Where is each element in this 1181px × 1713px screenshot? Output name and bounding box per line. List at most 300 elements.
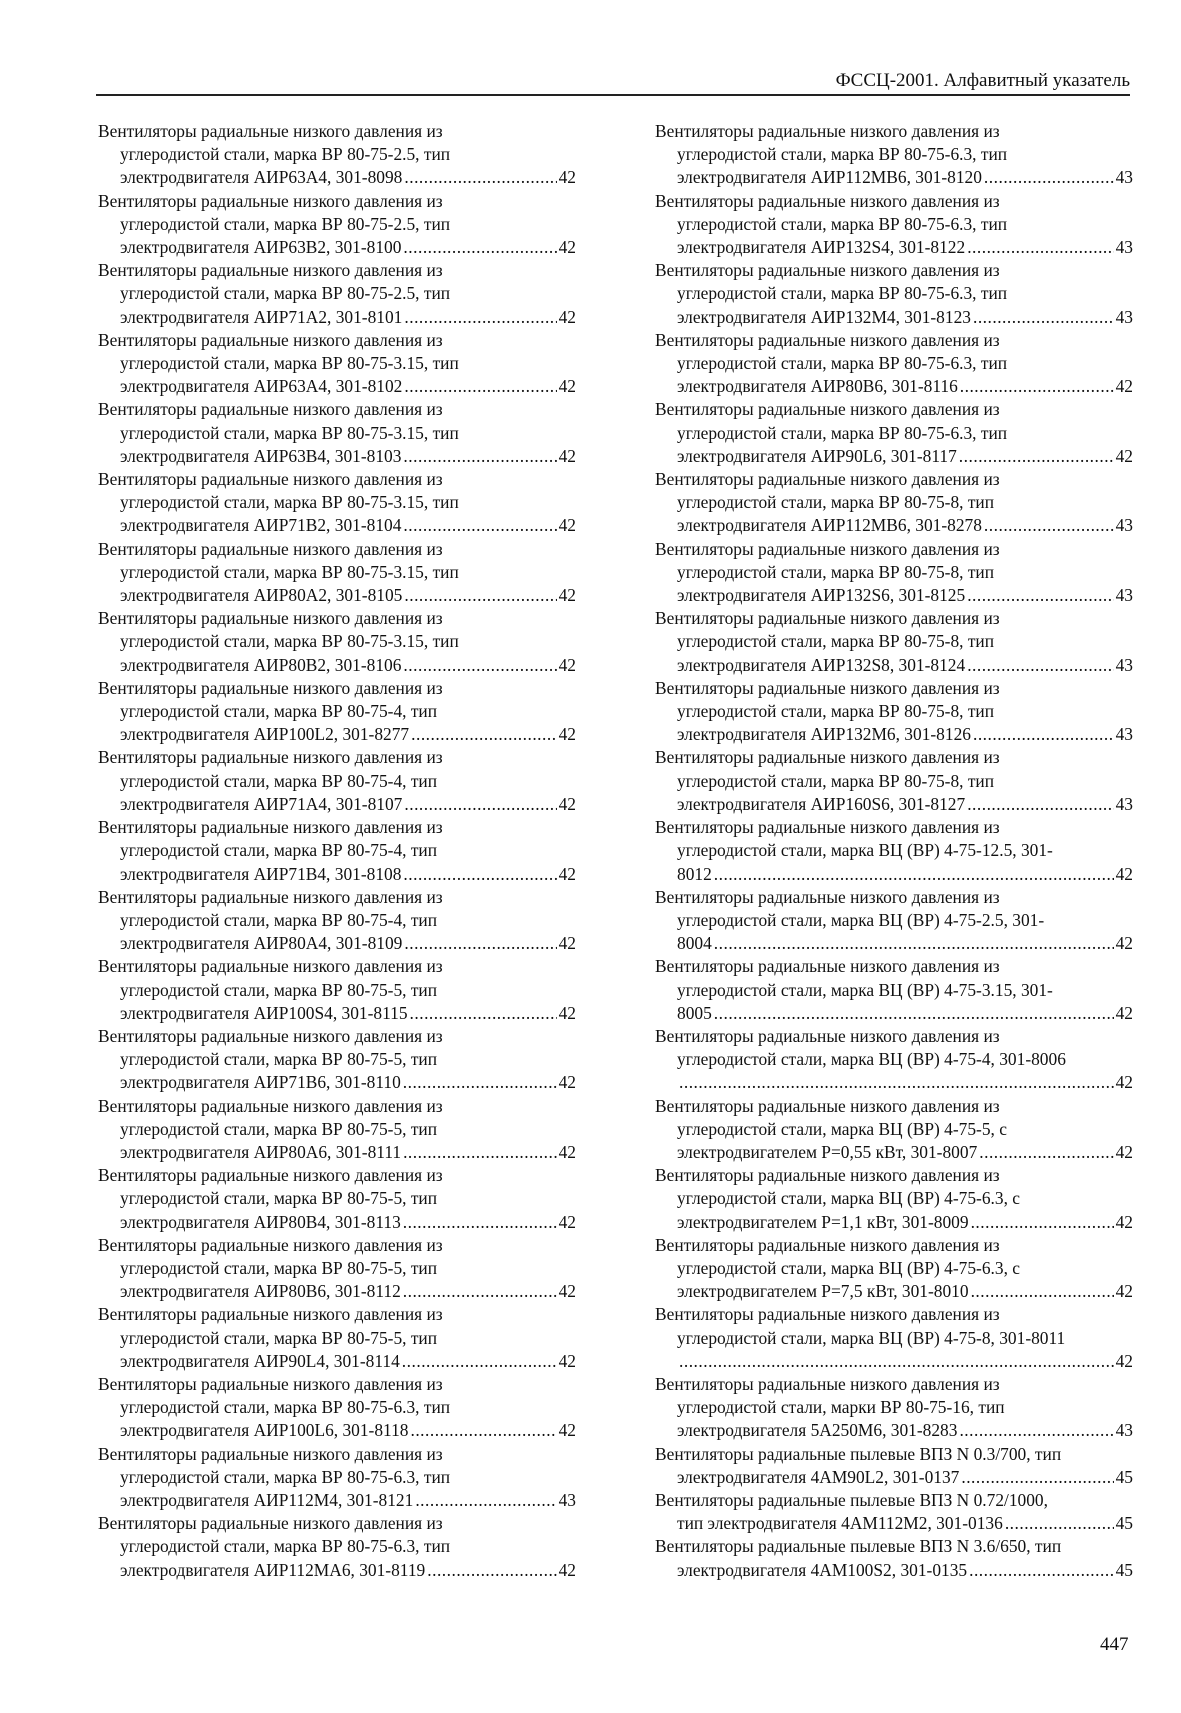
entry-detail: электродвигателя АИР80В6, 301-8112 xyxy=(120,1281,401,1302)
entry-leader-line xyxy=(655,1211,1133,1234)
index-entry xyxy=(98,120,576,190)
entry-leader-line xyxy=(655,1512,1133,1535)
entry-heading: Вентиляторы радиальные низкого давления из xyxy=(98,121,443,141)
entry-detail: электродвигателя АИР132М4, 301-8123 xyxy=(677,306,971,327)
index-entry xyxy=(655,1535,1133,1581)
index-entry xyxy=(98,1234,576,1304)
entry-leader-line xyxy=(98,584,576,607)
index-entry xyxy=(98,1443,576,1513)
entry-continuation: углеродистой стали, марка ВЦ (ВР) 4-75-3.15, 301- xyxy=(677,979,1053,1000)
dot-leader xyxy=(410,1002,557,1025)
entry-leader-line xyxy=(655,306,1133,329)
page-reference: 42 xyxy=(558,1072,576,1093)
entry-heading: Вентиляторы радиальные низкого давления из xyxy=(655,399,1000,420)
dot-leader xyxy=(984,514,1114,537)
entry-detail: электродвигателя АИР63А4, 301-8098 xyxy=(120,167,403,188)
entry-detail: электродвигателя АИР132S6, 301-8125 xyxy=(677,585,966,606)
entry-detail: электродвигателя АИР132М6, 301-8126 xyxy=(677,724,971,745)
index-entry xyxy=(655,1443,1133,1489)
index-entry xyxy=(655,746,1133,816)
page-reference: 42 xyxy=(558,376,576,397)
running-header xyxy=(96,70,1130,96)
entry-leader-line xyxy=(98,445,576,468)
entry-detail: электродвигателя АИР160S6, 301-8127 xyxy=(677,793,966,814)
dot-leader xyxy=(403,1141,557,1164)
page-reference: 42 xyxy=(558,654,576,675)
dot-leader xyxy=(979,1141,1113,1164)
dot-leader xyxy=(679,1350,1114,1373)
page-reference: 45 xyxy=(1115,1559,1133,1580)
entry-continuation: углеродистой стали, марка ВЦ (ВР) 4-75-5, с xyxy=(677,1118,1007,1139)
entry-heading: Вентиляторы радиальные низкого давления из xyxy=(655,190,1000,211)
entry-detail: электродвигателя АИР100S4, 301-8115 xyxy=(120,1002,408,1023)
entry-leader-line xyxy=(98,514,576,537)
page-reference: 42 xyxy=(558,1559,576,1580)
entry-detail: электродвигателя АИР132S4, 301-8122 xyxy=(677,237,966,258)
index-entry xyxy=(655,816,1133,886)
index-entry xyxy=(98,1303,576,1373)
page-reference: 42 xyxy=(558,306,576,327)
entry-detail: электродвигателя АИР71В2, 301-8104 xyxy=(120,515,402,536)
entry-continuation: углеродистой стали, марка ВР 80-75-5, тип xyxy=(120,979,438,1000)
index-entry xyxy=(98,816,576,886)
entry-heading: Вентиляторы радиальные низкого давления из xyxy=(98,190,443,211)
entry-detail: 8005 xyxy=(677,1002,712,1023)
entry-leader-line xyxy=(98,793,576,816)
entry-detail: электродвигателя АИР71В4, 301-8108 xyxy=(120,863,402,884)
page-reference: 45 xyxy=(1115,1466,1133,1487)
entry-heading: Вентиляторы радиальные низкого давления из xyxy=(98,1373,443,1394)
entry-leader-line xyxy=(655,654,1133,677)
dot-leader xyxy=(411,723,556,746)
entry-leader-line xyxy=(655,1419,1133,1442)
entry-detail: электродвигателя АИР80В6, 301-8116 xyxy=(677,376,958,397)
dot-leader xyxy=(403,514,556,537)
entry-detail: электродвигателя АИР90L6, 301-8117 xyxy=(677,445,957,466)
entry-heading: Вентиляторы радиальные низкого давления из xyxy=(98,1304,443,1325)
entry-leader-line xyxy=(655,932,1133,955)
entry-leader-line xyxy=(98,236,576,259)
entry-heading: Вентиляторы радиальные низкого давления из xyxy=(655,260,1000,281)
entry-heading: Вентиляторы радиальные низкого давления из xyxy=(98,1443,443,1464)
page-reference: 42 xyxy=(558,793,576,814)
index-entry xyxy=(98,398,576,468)
page-reference: 42 xyxy=(558,445,576,466)
entry-heading: Вентиляторы радиальные низкого давления из xyxy=(98,1025,443,1046)
entry-heading: Вентиляторы радиальные пылевые ВПЗ N 0.3/700, тип xyxy=(655,1443,1062,1464)
dot-leader xyxy=(415,1489,556,1512)
entry-detail: электродвигателя АИР100L2, 301-8277 xyxy=(120,724,410,745)
entry-heading: Вентиляторы радиальные низкого давления из xyxy=(98,677,443,698)
dot-leader xyxy=(404,166,556,189)
entry-leader-line xyxy=(98,1141,576,1164)
entry-heading: Вентиляторы радиальные низкого давления из xyxy=(655,886,1000,907)
entry-continuation: углеродистой стали, марка ВР 80-75-5, тип xyxy=(120,1188,438,1209)
entry-continuation: углеродистой стали, марка ВР 80-75-6.3, тип xyxy=(677,283,1008,304)
entry-continuation: углеродистой стали, марка ВР 80-75-4, тип xyxy=(120,701,438,722)
entry-detail: электродвигателя АИР71В6, 301-8110 xyxy=(120,1072,401,1093)
entry-leader-line xyxy=(98,306,576,329)
page-reference: 42 xyxy=(558,724,576,745)
index-entry xyxy=(98,190,576,260)
entry-continuation: углеродистой стали, марка ВР 80-75-5, тип xyxy=(120,1327,438,1348)
dot-leader xyxy=(679,1071,1114,1094)
entry-heading: Вентиляторы радиальные низкого давления из xyxy=(98,1234,443,1255)
dot-leader xyxy=(404,932,556,955)
entry-heading: Вентиляторы радиальные низкого давления из xyxy=(98,886,443,907)
entry-continuation: углеродистой стали, марка ВЦ (ВР) 4-75-6.3, с xyxy=(677,1257,1020,1278)
page-reference: 42 xyxy=(1115,863,1133,884)
entry-leader-line xyxy=(655,1466,1133,1489)
entry-leader-line xyxy=(655,236,1133,259)
index-entry xyxy=(98,677,576,747)
index-entry xyxy=(98,1025,576,1095)
entry-continuation: углеродистой стали, марка ВЦ (ВР) 4-75-12.5, 301- xyxy=(677,840,1053,861)
index-entry xyxy=(655,1025,1133,1095)
entry-heading: Вентиляторы радиальные низкого давления из xyxy=(655,608,1000,629)
entry-detail: электродвигателя АИР80А6, 301-8111 xyxy=(120,1141,402,1162)
index-entry xyxy=(98,607,576,677)
entry-detail: электродвигателя АИР71А2, 301-8101 xyxy=(120,306,403,327)
dot-leader xyxy=(973,723,1114,746)
index-column-right xyxy=(655,120,1133,1582)
dot-leader xyxy=(404,375,556,398)
dot-leader xyxy=(1005,1512,1114,1535)
entry-continuation: углеродистой стали, марка ВР 80-75-3.15, тип xyxy=(120,631,459,652)
entry-continuation: углеродистой стали, марка ВР 80-75-8, тип xyxy=(677,701,995,722)
dot-leader xyxy=(960,375,1114,398)
entry-detail: электродвигателя АИР90L4, 301-8114 xyxy=(120,1350,400,1371)
entry-continuation: углеродистой стали, марка ВР 80-75-8, тип xyxy=(677,631,995,652)
index-entry xyxy=(655,538,1133,608)
entry-leader-line xyxy=(98,1489,576,1512)
page-reference: 42 xyxy=(1115,1002,1133,1023)
entry-leader-line xyxy=(98,1211,576,1234)
entry-continuation: углеродистой стали, марка ВР 80-75-5, тип xyxy=(120,1257,438,1278)
index-entry xyxy=(655,1303,1133,1373)
entry-continuation: углеродистой стали, марка ВР 80-75-8, тип xyxy=(677,770,995,791)
page-reference: 43 xyxy=(1115,167,1133,188)
entry-heading: Вентиляторы радиальные низкого давления из xyxy=(655,677,1000,698)
entry-continuation: углеродистой стали, марка ВР 80-75-5, тип xyxy=(120,1118,438,1139)
entry-heading: Вентиляторы радиальные низкого давления из xyxy=(98,260,443,281)
entry-detail: электродвигателя АИР63В4, 301-8103 xyxy=(120,445,402,466)
page-reference: 43 xyxy=(558,1489,576,1510)
entry-continuation: углеродистой стали, марка ВР 80-75-6.3, тип xyxy=(677,213,1008,234)
entry-leader-line xyxy=(655,1350,1133,1373)
page-reference: 42 xyxy=(558,863,576,884)
entry-leader-line xyxy=(98,1002,576,1025)
entry-heading: Вентиляторы радиальные низкого давления из xyxy=(98,747,443,768)
dot-leader xyxy=(959,445,1114,468)
entry-detail: электродвигателя 4АМ90L2, 301-0137 xyxy=(677,1466,960,1487)
entry-heading: Вентиляторы радиальные низкого давления из xyxy=(655,747,1000,768)
page-reference: 42 xyxy=(558,585,576,606)
entry-heading: Вентиляторы радиальные низкого давления из xyxy=(655,1234,1000,1255)
entry-continuation: углеродистой стали, марка ВР 80-75-4, тип xyxy=(120,840,438,861)
index-entry xyxy=(655,886,1133,956)
index-column-left xyxy=(98,120,576,1582)
index-entry xyxy=(98,955,576,1025)
page-reference: 42 xyxy=(558,237,576,258)
index-entry xyxy=(98,1373,576,1443)
entry-leader-line xyxy=(655,1559,1133,1582)
dot-leader xyxy=(971,1211,1114,1234)
entry-continuation: углеродистой стали, марка ВР 80-75-6.3, тип xyxy=(677,353,1008,374)
index-entry xyxy=(98,468,576,538)
page-reference: 43 xyxy=(1115,1420,1133,1441)
page-reference: 42 xyxy=(1115,1072,1133,1093)
index-entry xyxy=(655,190,1133,260)
entry-continuation: углеродистой стали, марка ВР 80-75-6.3, тип xyxy=(120,1536,451,1557)
dot-leader xyxy=(714,932,1114,955)
index-entry xyxy=(98,329,576,399)
entry-leader-line xyxy=(98,166,576,189)
dot-leader xyxy=(404,306,556,329)
index-entry xyxy=(98,886,576,956)
dot-leader xyxy=(967,654,1113,677)
page-reference: 42 xyxy=(1115,1211,1133,1232)
page-reference: 42 xyxy=(558,1002,576,1023)
entry-continuation: углеродистой стали, марка ВЦ (ВР) 4-75-6.3, с xyxy=(677,1188,1020,1209)
entry-heading: Вентиляторы радиальные низкого давления из xyxy=(98,469,443,490)
entry-detail: электродвигателя АИР71А4, 301-8107 xyxy=(120,793,403,814)
entry-leader-line xyxy=(655,793,1133,816)
entry-continuation: углеродистой стали, марка ВР 80-75-5, тип xyxy=(120,1049,438,1070)
entry-heading: Вентиляторы радиальные пылевые ВПЗ N 3.6/650, тип xyxy=(655,1536,1062,1557)
entry-leader-line xyxy=(655,1002,1133,1025)
page-reference: 42 xyxy=(558,515,576,536)
dot-leader xyxy=(403,236,556,259)
entry-continuation: углеродистой стали, марка ВЦ (ВР) 4-75-8, 301-8011 xyxy=(677,1327,1066,1348)
entry-heading: Вентиляторы радиальные пылевые ВПЗ N 0.72/1000, xyxy=(655,1489,1048,1510)
entry-continuation: углеродистой стали, марка ВР 80-75-3.15, тип xyxy=(120,422,459,443)
dot-leader xyxy=(410,1419,556,1442)
entry-leader-line xyxy=(98,1419,576,1442)
index-entry xyxy=(98,1164,576,1234)
entry-leader-line xyxy=(98,1280,576,1303)
entry-heading: Вентиляторы радиальные низкого давления из xyxy=(98,608,443,629)
entry-heading: Вентиляторы радиальные низкого давления из xyxy=(655,469,1000,490)
entry-leader-line xyxy=(98,375,576,398)
dot-leader xyxy=(714,863,1114,886)
index-entry xyxy=(655,120,1133,190)
entry-heading: Вентиляторы радиальные низкого давления из xyxy=(98,399,443,420)
page-reference: 43 xyxy=(1115,585,1133,606)
page-reference: 42 xyxy=(558,1420,576,1441)
entry-detail: тип электродвигателя 4АМ112М2, 301-0136 xyxy=(677,1513,1003,1534)
entry-detail: 8012 xyxy=(677,863,712,884)
page-reference: 42 xyxy=(1115,933,1133,954)
dot-leader xyxy=(403,1071,557,1094)
dot-leader xyxy=(967,793,1113,816)
index-entry xyxy=(98,538,576,608)
page-reference: 43 xyxy=(1115,793,1133,814)
index-entry xyxy=(655,329,1133,399)
entry-detail: электродвигателя АИР80В2, 301-8106 xyxy=(120,654,402,675)
entry-continuation: углеродистой стали, марка ВР 80-75-8, тип xyxy=(677,492,995,513)
entry-detail: электродвигателя АИР112М4, 301-8121 xyxy=(120,1489,414,1510)
page-reference: 43 xyxy=(1115,724,1133,745)
entry-heading: Вентиляторы радиальные низкого давления из xyxy=(655,1165,1000,1186)
dot-leader xyxy=(973,306,1114,329)
entry-heading: Вентиляторы радиальные низкого давления из xyxy=(655,538,1000,559)
dot-leader xyxy=(404,793,556,816)
entry-detail: электродвигателя АИР63А4, 301-8102 xyxy=(120,376,403,397)
entry-leader-line xyxy=(655,584,1133,607)
entry-leader-line xyxy=(98,863,576,886)
entry-continuation: углеродистой стали, марка ВР 80-75-2.5, тип xyxy=(120,213,451,234)
dot-leader xyxy=(403,863,556,886)
page-reference: 42 xyxy=(1115,1350,1133,1371)
page-reference: 42 xyxy=(558,1350,576,1371)
entry-leader-line xyxy=(98,1350,576,1373)
index-entry xyxy=(98,1512,576,1582)
dot-leader xyxy=(961,1466,1113,1489)
entry-heading: Вентиляторы радиальные низкого давления из xyxy=(655,956,1000,977)
entry-continuation: углеродистой стали, марка ВР 80-75-3.15, тип xyxy=(120,492,459,513)
entry-detail: 8004 xyxy=(677,933,712,954)
entry-heading: Вентиляторы радиальные низкого давления из xyxy=(98,1513,443,1534)
dot-leader xyxy=(404,584,556,607)
dot-leader xyxy=(984,166,1114,189)
dot-leader xyxy=(403,445,556,468)
entry-leader-line xyxy=(98,654,576,677)
entry-heading: Вентиляторы радиальные низкого давления из xyxy=(655,1095,1000,1116)
index-entry xyxy=(655,468,1133,538)
entry-continuation: углеродистой стали, марка ВР 80-75-2.5, тип xyxy=(120,283,451,304)
dot-leader xyxy=(403,1280,557,1303)
page-reference: 42 xyxy=(558,933,576,954)
index-entry xyxy=(98,746,576,816)
index-entry xyxy=(655,398,1133,468)
entry-detail: электродвигателя АИР112МВ6, 301-8278 xyxy=(677,515,982,536)
dot-leader xyxy=(959,1419,1113,1442)
entry-continuation: углеродистой стали, марка ВР 80-75-8, тип xyxy=(677,561,995,582)
dot-leader xyxy=(967,236,1113,259)
entry-heading: Вентиляторы радиальные низкого давления из xyxy=(655,329,1000,350)
entry-continuation: углеродистой стали, марка ВР 80-75-6.3, тип xyxy=(677,422,1008,443)
entry-leader-line xyxy=(655,375,1133,398)
index-entry xyxy=(655,677,1133,747)
entry-heading: Вентиляторы радиальные низкого давления из xyxy=(655,1025,1000,1046)
entry-continuation: углеродистой стали, марка ВЦ (ВР) 4-75-4, 301-8006 xyxy=(677,1049,1066,1070)
entry-detail: электродвигателя АИР100L6, 301-8118 xyxy=(120,1420,409,1441)
page-reference: 42 xyxy=(558,1211,576,1232)
entry-detail: электродвигателя АИР112МА6, 301-8119 xyxy=(120,1559,426,1580)
entry-leader-line xyxy=(655,723,1133,746)
index-entry xyxy=(98,1095,576,1165)
entry-continuation: углеродистой стали, марки ВР 80-75-16, тип xyxy=(677,1397,1005,1418)
entry-continuation: углеродистой стали, марка ВР 80-75-3.15, тип xyxy=(120,561,459,582)
entry-continuation: углеродистой стали, марка ВР 80-75-2.5, тип xyxy=(120,144,451,165)
entry-leader-line xyxy=(655,863,1133,886)
page-reference: 45 xyxy=(1115,1513,1133,1534)
index-entry xyxy=(655,1373,1133,1443)
dot-leader xyxy=(403,654,556,677)
entry-leader-line xyxy=(655,1280,1133,1303)
entry-leader-line xyxy=(655,1071,1133,1094)
entry-leader-line xyxy=(655,445,1133,468)
index-entry xyxy=(98,259,576,329)
index-entry xyxy=(655,1234,1133,1304)
entry-continuation: углеродистой стали, марка ВЦ (ВР) 4-75-2.5, 301- xyxy=(677,909,1045,930)
entry-leader-line xyxy=(98,932,576,955)
dot-leader xyxy=(427,1559,556,1582)
entry-heading: Вентиляторы радиальные низкого давления из xyxy=(655,817,1000,838)
entry-detail: электродвигателя АИР80А2, 301-8105 xyxy=(120,585,403,606)
entry-detail: электродвигателя АИР80А4, 301-8109 xyxy=(120,933,403,954)
entry-leader-line xyxy=(98,1071,576,1094)
entry-detail: электродвигателем Р=7,5 кВт, 301-8010 xyxy=(677,1281,969,1302)
page-reference: 42 xyxy=(558,1141,576,1162)
entry-heading: Вентиляторы радиальные низкого давления из xyxy=(98,817,443,838)
entry-detail: электродвигателя АИР132S8, 301-8124 xyxy=(677,654,966,675)
entry-heading: Вентиляторы радиальные низкого давления из xyxy=(655,1304,1000,1325)
dot-leader xyxy=(971,1280,1114,1303)
entry-continuation: углеродистой стали, марка ВР 80-75-6.3, тип xyxy=(120,1397,451,1418)
entry-detail: электродвигателя АИР112МВ6, 301-8120 xyxy=(677,167,982,188)
page-reference: 42 xyxy=(1115,376,1133,397)
page-reference: 42 xyxy=(1115,445,1133,466)
page-reference: 42 xyxy=(1115,1281,1133,1302)
entry-continuation: углеродистой стали, марка ВР 80-75-6.3, тип xyxy=(120,1466,451,1487)
entry-leader-line xyxy=(655,1141,1133,1164)
page-reference: 43 xyxy=(1115,237,1133,258)
dot-leader xyxy=(402,1350,557,1373)
entry-heading: Вентиляторы радиальные низкого давления из xyxy=(655,1373,1000,1394)
page-number: 447 xyxy=(1100,1634,1129,1655)
entry-detail: электродвигателя 5А250М6, 301-8283 xyxy=(677,1420,958,1441)
entry-continuation: углеродистой стали, марка ВР 80-75-4, тип xyxy=(120,770,438,791)
entry-leader-line xyxy=(655,514,1133,537)
index-entry xyxy=(655,259,1133,329)
entry-heading: Вентиляторы радиальные низкого давления из xyxy=(98,329,443,350)
index-entry xyxy=(655,607,1133,677)
index-entry xyxy=(655,1489,1133,1535)
entry-heading: Вентиляторы радиальные низкого давления из xyxy=(98,1165,443,1186)
entry-detail: электродвигателя АИР63В2, 301-8100 xyxy=(120,237,402,258)
entry-heading: Вентиляторы радиальные низкого давления из xyxy=(98,538,443,559)
entry-continuation: углеродистой стали, марка ВР 80-75-4, тип xyxy=(120,909,438,930)
entry-leader-line xyxy=(98,723,576,746)
page-reference: 43 xyxy=(1115,515,1133,536)
entry-detail: электродвигателем Р=1,1 кВт, 301-8009 xyxy=(677,1211,969,1232)
dot-leader xyxy=(967,584,1113,607)
entry-heading: Вентиляторы радиальные низкого давления из xyxy=(98,1095,443,1116)
entry-heading: Вентиляторы радиальные низкого давления из xyxy=(98,956,443,977)
entry-leader-line xyxy=(655,166,1133,189)
dot-leader xyxy=(969,1559,1114,1582)
entry-leader-line xyxy=(98,1559,576,1582)
dot-leader xyxy=(714,1002,1114,1025)
entry-continuation: углеродистой стали, марка ВР 80-75-6.3, тип xyxy=(677,144,1008,165)
dot-leader xyxy=(403,1211,557,1234)
header-title: ФССЦ-2001. Алфавитный указатель xyxy=(835,70,1130,91)
entry-detail: электродвигателя 4АМ100S2, 301-0135 xyxy=(677,1559,968,1580)
page-reference: 43 xyxy=(1115,654,1133,675)
entry-detail: электродвигателем Р=0,55 кВт, 301-8007 xyxy=(677,1141,978,1162)
entry-detail: электродвигателя АИР80В4, 301-8113 xyxy=(120,1211,401,1232)
entry-heading: Вентиляторы радиальные низкого давления из xyxy=(655,121,1000,141)
page-reference: 42 xyxy=(558,167,576,188)
page-reference: 42 xyxy=(1115,1141,1133,1162)
page-reference: 42 xyxy=(558,1281,576,1302)
page-reference: 43 xyxy=(1115,306,1133,327)
index-entry xyxy=(655,1095,1133,1165)
index-entry xyxy=(655,955,1133,1025)
index-entry xyxy=(655,1164,1133,1234)
